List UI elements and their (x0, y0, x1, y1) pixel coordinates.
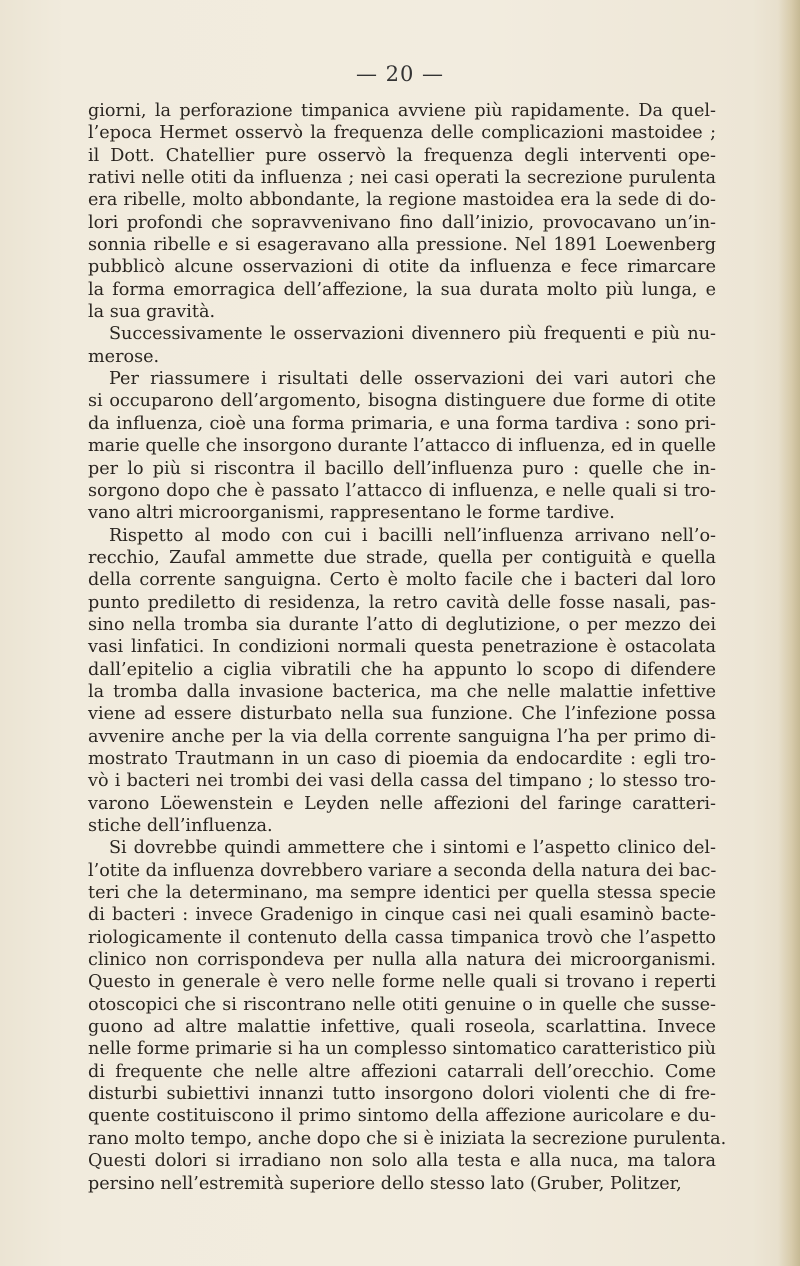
paragraph (88, 368, 716, 524)
text-line: la sua gravità. (88, 302, 216, 323)
page-number: — 20 — (355, 62, 445, 86)
text-line: la tromba dalla invasione bacterica, ma che nelle malattie infettive (88, 681, 716, 702)
body-text (88, 100, 727, 1195)
text-line: avvenire anche per la via della corrente sanguigna l’ha per primo di- (88, 726, 716, 747)
text-line: disturbi subiettivi innanzi tutto insorgono dolori violenti che di fre- (88, 1084, 716, 1105)
text-line: otoscopici che si riscontrano nelle otiti genuine o in quelle che susse- (88, 994, 716, 1015)
text-line: Questi dolori si irradiano non solo alla testa e alla nuca, ma talora (88, 1151, 716, 1172)
text-line: rativi nelle otiti da influenza ; nei casi operati la secrezione purulenta (88, 168, 716, 189)
text-line: persino nell’estremità superiore dello stesso lato (Gruber, Politzer, (88, 1173, 682, 1194)
text-line: varono Löewenstein e Leyden nelle affezioni del faringe caratteri- (88, 793, 716, 814)
text-line: guono ad altre malattie infettive, quali roseola, scarlattina. Invece (88, 1017, 716, 1038)
text-line: rano molto tempo, anche dopo che si è iniziata la secrezione purulenta. (88, 1128, 727, 1149)
text-line: vano altri microorganismi, rappresentano le forme tardive. (88, 503, 615, 524)
text-line: di frequente che nelle altre affezioni catarrali dell’orecchio. Come (88, 1061, 716, 1082)
text-line: riologicamente il contenuto della cassa timpanica trovò che l’aspetto (88, 927, 716, 948)
text-line: clinico non corrispondeva per nulla alla natura dei microorganismi. (88, 950, 716, 971)
paragraph (88, 837, 727, 1195)
text-line: giorni, la perforazione timpanica avviene più rapidamente. Da quel- (88, 101, 716, 121)
page-edge-shadow (778, 0, 800, 1266)
text-line: quente costituiscono il primo sintomo della affezione auricolare e du- (88, 1106, 716, 1127)
text-line: merose. (88, 346, 160, 367)
text-line: dall’epitelio a ciglia vibratili che ha appunto lo scopo di difendere (88, 659, 716, 680)
text-line: Si dovrebbe quindi ammettere che i sintomi e l’aspetto clinico del- (109, 838, 716, 859)
text-line: nelle forme primarie si ha un complesso sintomatico caratteristico più (88, 1039, 716, 1060)
text-line: l’otite da influenza dovrebbero variare a seconda della natura dei bac- (88, 860, 717, 881)
text-line: sino nella tromba sia durante l’atto di deglutizione, o per mezzo dei (88, 614, 716, 635)
paragraph (88, 100, 716, 323)
text-line: Questo in generale è vero nelle forme nelle quali si trovano i reperti (88, 972, 716, 993)
text-line: lori profondi che sopravvenivano fino dall’inizio, provocavano un’in- (88, 212, 716, 233)
text-line: marie quelle che insorgono durante l’attacco di influenza, ed in quelle (88, 436, 716, 457)
text-line: stiche dell’influenza. (88, 816, 273, 836)
text-line: viene ad essere disturbato nella sua funzione. Che l’infezione possa (88, 704, 716, 725)
text-line: per lo più si riscontra il bacillo dell’influenza puro : quelle che in- (88, 458, 716, 479)
text-line: vò i bacteri nei trombi dei vasi della cassa del timpano ; lo stesso tro- (88, 771, 716, 792)
text-line: il Dott. Chatellier pure osservò la frequenza degli interventi ope- (88, 145, 716, 166)
text-line: sonnia ribelle e si esageravano alla pressione. Nel 1891 Loewenberg (88, 235, 716, 256)
text-line: della corrente sanguigna. Certo è molto facile che i bacteri dal loro (88, 570, 716, 591)
text-line: vasi linfatici. In condizioni normali questa penetrazione è ostacolata (88, 637, 716, 658)
text-line: recchio, Zaufal ammette due strade, quella per contiguità e quella (88, 547, 716, 568)
text-line: di bacteri : invece Gradenigo in cinque casi nei quali esaminò bacte- (88, 905, 716, 926)
text-line: Rispetto al modo con cui i bacilli nell’influenza arrivano nell’o- (109, 525, 716, 546)
paragraph (88, 525, 716, 838)
text-line: era ribelle, molto abbondante, la regione mastoidea era la sede di do- (88, 190, 716, 211)
text-line: da influenza, cioè una forma primaria, e una forma tardiva : sono pri- (88, 413, 716, 434)
text-line: punto prediletto di residenza, la retro cavità delle fosse nasali, pas- (88, 592, 716, 613)
text-line: si occuparono dell’argomento, bisogna distinguere due forme di otite (88, 391, 716, 412)
text-line: l’epoca Hermet osservò la frequenza delle complicazioni mastoidee ; (88, 123, 716, 144)
text-line: Successivamente le osservazioni divennero più frequenti e più nu- (109, 324, 716, 345)
text-line: mostrato Trautmann in un caso di pioemia da endocardite : egli tro- (88, 748, 716, 769)
text-line: sorgono dopo che è passato l’attacco di influenza, e nelle quali si tro- (88, 480, 716, 501)
text-line: pubblicò alcune osservazioni di otite da influenza e fece rimarcare (88, 257, 716, 278)
paragraph (88, 323, 716, 368)
text-line: Per riassumere i risultati delle osservazioni dei vari autori che (109, 369, 716, 390)
text-line: la forma emorragica dell’affezione, la sua durata molto più lunga, e (88, 279, 716, 300)
text-line: teri che la determinano, ma sempre identici per quella stessa specie (88, 883, 716, 904)
